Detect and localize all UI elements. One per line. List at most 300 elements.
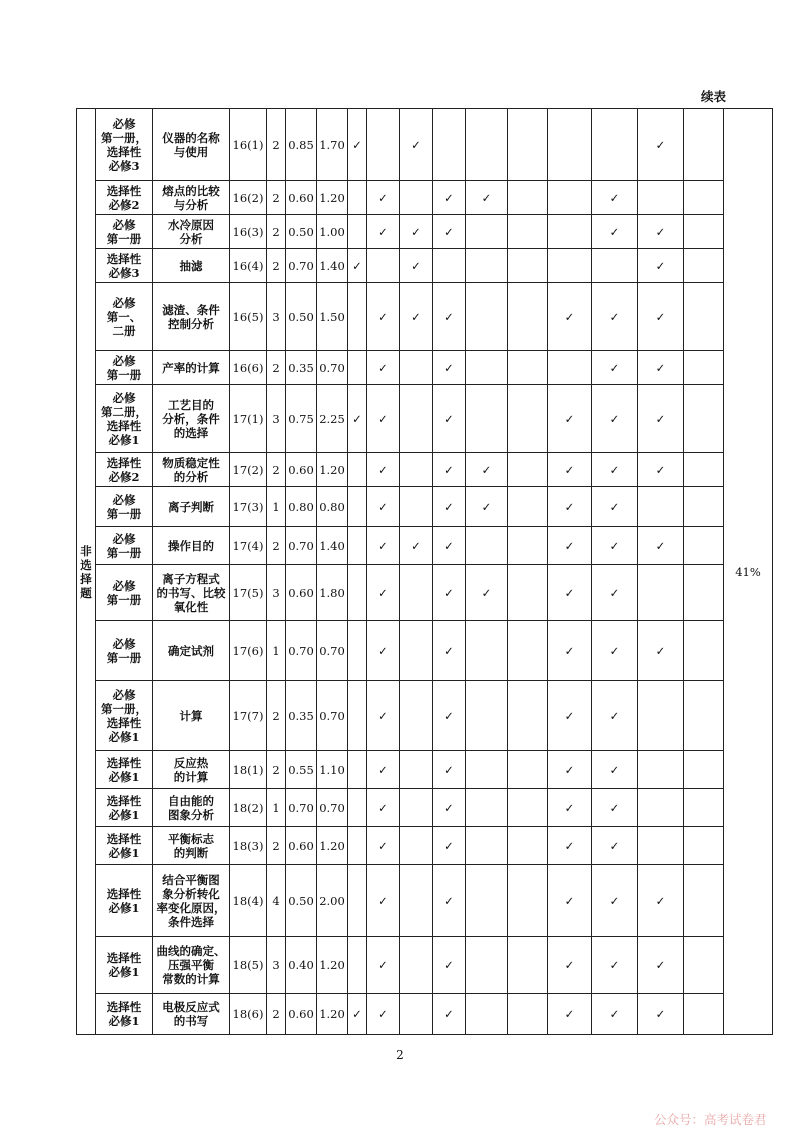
empty-cell: [508, 487, 548, 527]
empty-cell: [548, 215, 592, 249]
check-mark-icon: ✓: [433, 453, 466, 487]
check-mark-icon: ✓: [548, 621, 592, 681]
question-number-cell: 17(4): [230, 527, 267, 565]
score-cell: 2: [267, 453, 286, 487]
empty-cell: [466, 215, 508, 249]
check-mark-icon: ✓: [592, 865, 638, 937]
knowledge-point-cell: 滤渣、条件 控制分析: [153, 283, 230, 351]
check-mark-icon: ✓: [592, 827, 638, 865]
knowledge-point-cell: 离子方程式 的书写、比较 氧化性: [153, 565, 230, 621]
empty-cell: [400, 994, 433, 1035]
question-number-cell: 17(1): [230, 385, 267, 453]
empty-cell: [400, 789, 433, 827]
question-number-cell: 16(2): [230, 181, 267, 215]
page-number: 2: [396, 1048, 404, 1062]
expected-score-cell: 1.50: [317, 283, 348, 351]
question-number-cell: 18(1): [230, 751, 267, 789]
check-mark-icon: ✓: [592, 215, 638, 249]
difficulty-cell: 0.60: [286, 565, 317, 621]
question-number-cell: 16(1): [230, 109, 267, 181]
empty-cell: [348, 827, 367, 865]
check-mark-icon: ✓: [367, 487, 400, 527]
empty-cell: [684, 937, 724, 994]
empty-cell: [400, 827, 433, 865]
check-mark-icon: ✓: [433, 181, 466, 215]
check-mark-icon: ✓: [548, 865, 592, 937]
empty-cell: [348, 937, 367, 994]
empty-cell: [400, 621, 433, 681]
empty-cell: [508, 937, 548, 994]
empty-cell: [684, 215, 724, 249]
empty-cell: [348, 487, 367, 527]
question-number-cell: 18(2): [230, 789, 267, 827]
empty-cell: [684, 789, 724, 827]
table-row: [77, 351, 773, 385]
textbook-cell: 必修 第一册， 选择性 必修3: [96, 109, 153, 181]
textbook-cell: 必修 第一册: [96, 621, 153, 681]
check-mark-icon: ✓: [592, 751, 638, 789]
question-number-cell: 18(5): [230, 937, 267, 994]
check-mark-icon: ✓: [367, 527, 400, 565]
empty-cell: [400, 487, 433, 527]
check-mark-icon: ✓: [592, 681, 638, 751]
textbook-cell: 选择性 必修2: [96, 181, 153, 215]
check-mark-icon: ✓: [638, 994, 684, 1035]
empty-cell: [466, 937, 508, 994]
difficulty-cell: 0.85: [286, 109, 317, 181]
check-mark-icon: ✓: [548, 789, 592, 827]
check-mark-icon: ✓: [466, 181, 508, 215]
check-mark-icon: ✓: [638, 937, 684, 994]
check-mark-icon: ✓: [433, 527, 466, 565]
empty-cell: [508, 385, 548, 453]
empty-cell: [400, 351, 433, 385]
empty-cell: [684, 181, 724, 215]
table-row: [77, 621, 773, 681]
empty-cell: [508, 249, 548, 283]
score-cell: 4: [267, 865, 286, 937]
knowledge-point-cell: 水冷原因 分析: [153, 215, 230, 249]
check-mark-icon: ✓: [367, 453, 400, 487]
question-number-cell: 18(3): [230, 827, 267, 865]
difficulty-cell: 0.50: [286, 865, 317, 937]
check-mark-icon: ✓: [400, 215, 433, 249]
check-mark-icon: ✓: [433, 827, 466, 865]
score-cell: 3: [267, 565, 286, 621]
empty-cell: [348, 621, 367, 681]
textbook-cell: 必修 第一册: [96, 215, 153, 249]
expected-score-cell: 1.10: [317, 751, 348, 789]
empty-cell: [684, 249, 724, 283]
empty-cell: [348, 865, 367, 937]
empty-cell: [433, 249, 466, 283]
score-cell: 2: [267, 215, 286, 249]
check-mark-icon: ✓: [592, 527, 638, 565]
expected-score-cell: 1.20: [317, 181, 348, 215]
knowledge-point-cell: 平衡标志 的判断: [153, 827, 230, 865]
check-mark-icon: ✓: [638, 621, 684, 681]
empty-cell: [466, 109, 508, 181]
question-number-cell: 17(2): [230, 453, 267, 487]
check-mark-icon: ✓: [433, 283, 466, 351]
empty-cell: [508, 109, 548, 181]
empty-cell: [466, 751, 508, 789]
knowledge-point-cell: 产率的计算: [153, 351, 230, 385]
check-mark-icon: ✓: [592, 351, 638, 385]
empty-cell: [400, 937, 433, 994]
check-mark-icon: ✓: [592, 283, 638, 351]
empty-cell: [508, 751, 548, 789]
difficulty-cell: 0.70: [286, 527, 317, 565]
empty-cell: [508, 827, 548, 865]
empty-cell: [638, 789, 684, 827]
empty-cell: [638, 565, 684, 621]
check-mark-icon: ✓: [638, 215, 684, 249]
textbook-cell: 必修 第一册: [96, 351, 153, 385]
check-mark-icon: ✓: [592, 385, 638, 453]
question-number-cell: 18(6): [230, 994, 267, 1035]
textbook-cell: 选择性 必修1: [96, 865, 153, 937]
exam-analysis-table: [76, 108, 773, 1035]
empty-cell: [348, 351, 367, 385]
expected-score-cell: 2.25: [317, 385, 348, 453]
empty-cell: [684, 865, 724, 937]
table-row: [77, 865, 773, 937]
check-mark-icon: ✓: [592, 487, 638, 527]
empty-cell: [508, 215, 548, 249]
check-mark-icon: ✓: [367, 351, 400, 385]
check-mark-icon: ✓: [433, 487, 466, 527]
check-mark-icon: ✓: [367, 827, 400, 865]
check-mark-icon: ✓: [548, 937, 592, 994]
check-mark-icon: ✓: [367, 283, 400, 351]
score-ratio: 41%: [724, 109, 773, 1035]
empty-cell: [466, 994, 508, 1035]
table-row: [77, 215, 773, 249]
empty-cell: [466, 681, 508, 751]
empty-cell: [508, 565, 548, 621]
score-cell: 3: [267, 937, 286, 994]
check-mark-icon: ✓: [548, 751, 592, 789]
check-mark-icon: ✓: [367, 789, 400, 827]
check-mark-icon: ✓: [592, 181, 638, 215]
score-cell: 2: [267, 181, 286, 215]
question-number-cell: 16(5): [230, 283, 267, 351]
empty-cell: [466, 351, 508, 385]
empty-cell: [466, 827, 508, 865]
empty-cell: [433, 109, 466, 181]
check-mark-icon: ✓: [433, 215, 466, 249]
score-cell: 2: [267, 109, 286, 181]
empty-cell: [508, 681, 548, 751]
check-mark-icon: ✓: [400, 283, 433, 351]
empty-cell: [508, 865, 548, 937]
check-mark-icon: ✓: [433, 565, 466, 621]
check-mark-icon: ✓: [548, 565, 592, 621]
check-mark-icon: ✓: [367, 385, 400, 453]
check-mark-icon: ✓: [433, 385, 466, 453]
knowledge-point-cell: 抽滤: [153, 249, 230, 283]
check-mark-icon: ✓: [638, 865, 684, 937]
expected-score-cell: 1.00: [317, 215, 348, 249]
expected-score-cell: 1.80: [317, 565, 348, 621]
empty-cell: [466, 621, 508, 681]
check-mark-icon: ✓: [400, 249, 433, 283]
score-cell: 3: [267, 283, 286, 351]
expected-score-cell: 1.20: [317, 827, 348, 865]
textbook-cell: 必修 第一册: [96, 487, 153, 527]
empty-cell: [400, 681, 433, 751]
check-mark-icon: ✓: [367, 621, 400, 681]
score-cell: 3: [267, 385, 286, 453]
check-mark-icon: ✓: [548, 385, 592, 453]
empty-cell: [348, 565, 367, 621]
question-number-cell: 16(3): [230, 215, 267, 249]
check-mark-icon: ✓: [348, 249, 367, 283]
textbook-cell: 选择性 必修1: [96, 789, 153, 827]
check-mark-icon: ✓: [592, 937, 638, 994]
check-mark-icon: ✓: [433, 994, 466, 1035]
check-mark-icon: ✓: [433, 681, 466, 751]
check-mark-icon: ✓: [638, 385, 684, 453]
check-mark-icon: ✓: [433, 621, 466, 681]
textbook-cell: 选择性 必修2: [96, 453, 153, 487]
empty-cell: [684, 827, 724, 865]
check-mark-icon: ✓: [592, 789, 638, 827]
difficulty-cell: 0.60: [286, 453, 317, 487]
empty-cell: [684, 283, 724, 351]
empty-cell: [638, 827, 684, 865]
empty-cell: [684, 351, 724, 385]
check-mark-icon: ✓: [367, 994, 400, 1035]
empty-cell: [638, 681, 684, 751]
empty-cell: [400, 865, 433, 937]
check-mark-icon: ✓: [367, 937, 400, 994]
empty-cell: [684, 527, 724, 565]
knowledge-point-cell: 熔点的比较 与分析: [153, 181, 230, 215]
question-category: 非选择题: [77, 109, 96, 1035]
empty-cell: [684, 621, 724, 681]
table-row: [77, 109, 773, 181]
empty-cell: [348, 527, 367, 565]
score-cell: 2: [267, 827, 286, 865]
score-cell: 2: [267, 249, 286, 283]
empty-cell: [508, 283, 548, 351]
empty-cell: [508, 351, 548, 385]
expected-score-cell: 1.20: [317, 937, 348, 994]
check-mark-icon: ✓: [367, 751, 400, 789]
empty-cell: [348, 283, 367, 351]
check-mark-icon: ✓: [638, 527, 684, 565]
check-mark-icon: ✓: [348, 109, 367, 181]
expected-score-cell: 1.70: [317, 109, 348, 181]
check-mark-icon: ✓: [348, 385, 367, 453]
knowledge-point-cell: 电极反应式 的书写: [153, 994, 230, 1035]
empty-cell: [367, 109, 400, 181]
check-mark-icon: ✓: [367, 681, 400, 751]
check-mark-icon: ✓: [638, 453, 684, 487]
check-mark-icon: ✓: [367, 215, 400, 249]
difficulty-cell: 0.60: [286, 994, 317, 1035]
table-row: [77, 181, 773, 215]
check-mark-icon: ✓: [638, 249, 684, 283]
score-cell: 2: [267, 681, 286, 751]
knowledge-point-cell: 曲线的确定、 压强平衡 常数的计算: [153, 937, 230, 994]
knowledge-point-cell: 结合平衡图 象分析转化 率变化原因， 条件选择: [153, 865, 230, 937]
textbook-cell: 选择性 必修1: [96, 994, 153, 1035]
textbook-cell: 选择性 必修1: [96, 827, 153, 865]
difficulty-cell: 0.50: [286, 215, 317, 249]
empty-cell: [638, 181, 684, 215]
check-mark-icon: ✓: [466, 565, 508, 621]
question-number-cell: 16(4): [230, 249, 267, 283]
empty-cell: [348, 215, 367, 249]
check-mark-icon: ✓: [548, 527, 592, 565]
empty-cell: [548, 351, 592, 385]
difficulty-cell: 0.35: [286, 681, 317, 751]
check-mark-icon: ✓: [466, 487, 508, 527]
knowledge-point-cell: 确定试剂: [153, 621, 230, 681]
textbook-cell: 必修 第二册， 选择性 必修1: [96, 385, 153, 453]
empty-cell: [684, 681, 724, 751]
empty-cell: [638, 751, 684, 789]
check-mark-icon: ✓: [592, 621, 638, 681]
table-row: [77, 937, 773, 994]
knowledge-point-cell: 操作目的: [153, 527, 230, 565]
table-row: [77, 681, 773, 751]
check-mark-icon: ✓: [548, 453, 592, 487]
check-mark-icon: ✓: [433, 937, 466, 994]
difficulty-cell: 0.50: [286, 283, 317, 351]
score-cell: 2: [267, 527, 286, 565]
empty-cell: [466, 283, 508, 351]
empty-cell: [400, 385, 433, 453]
table-body: [77, 109, 773, 1035]
empty-cell: [508, 181, 548, 215]
difficulty-cell: 0.60: [286, 181, 317, 215]
empty-cell: [508, 453, 548, 487]
textbook-cell: 选择性 必修1: [96, 751, 153, 789]
empty-cell: [400, 565, 433, 621]
table-row: [77, 249, 773, 283]
empty-cell: [548, 109, 592, 181]
check-mark-icon: ✓: [548, 681, 592, 751]
empty-cell: [400, 453, 433, 487]
knowledge-point-cell: 离子判断: [153, 487, 230, 527]
difficulty-cell: 0.40: [286, 937, 317, 994]
difficulty-cell: 0.70: [286, 789, 317, 827]
empty-cell: [592, 249, 638, 283]
difficulty-cell: 0.80: [286, 487, 317, 527]
difficulty-cell: 0.70: [286, 621, 317, 681]
empty-cell: [466, 385, 508, 453]
check-mark-icon: ✓: [433, 751, 466, 789]
check-mark-icon: ✓: [548, 827, 592, 865]
expected-score-cell: 1.20: [317, 453, 348, 487]
empty-cell: [684, 453, 724, 487]
table-row: [77, 487, 773, 527]
table-row: [77, 789, 773, 827]
check-mark-icon: ✓: [367, 565, 400, 621]
knowledge-point-cell: 工艺目的 分析，条件 的选择: [153, 385, 230, 453]
check-mark-icon: ✓: [592, 994, 638, 1035]
score-cell: 2: [267, 994, 286, 1035]
table-row: [77, 385, 773, 453]
table-row: [77, 527, 773, 565]
table-row: [77, 565, 773, 621]
empty-cell: [508, 527, 548, 565]
check-mark-icon: ✓: [548, 487, 592, 527]
empty-cell: [400, 181, 433, 215]
check-mark-icon: ✓: [592, 453, 638, 487]
expected-score-cell: 0.70: [317, 621, 348, 681]
expected-score-cell: 1.40: [317, 527, 348, 565]
expected-score-cell: 0.80: [317, 487, 348, 527]
textbook-cell: 必修 第一册， 选择性 必修1: [96, 681, 153, 751]
empty-cell: [367, 249, 400, 283]
empty-cell: [548, 181, 592, 215]
knowledge-point-cell: 计算: [153, 681, 230, 751]
check-mark-icon: ✓: [433, 351, 466, 385]
empty-cell: [684, 109, 724, 181]
check-mark-icon: ✓: [433, 789, 466, 827]
check-mark-icon: ✓: [548, 994, 592, 1035]
empty-cell: [684, 751, 724, 789]
textbook-cell: 必修 第一、 二册: [96, 283, 153, 351]
knowledge-point-cell: 物质稳定性 的分析: [153, 453, 230, 487]
expected-score-cell: 0.70: [317, 351, 348, 385]
empty-cell: [684, 385, 724, 453]
check-mark-icon: ✓: [466, 453, 508, 487]
empty-cell: [348, 453, 367, 487]
question-number-cell: 17(7): [230, 681, 267, 751]
textbook-cell: 选择性 必修3: [96, 249, 153, 283]
check-mark-icon: ✓: [367, 865, 400, 937]
question-number-cell: 18(4): [230, 865, 267, 937]
empty-cell: [508, 789, 548, 827]
empty-cell: [638, 487, 684, 527]
table-row: [77, 994, 773, 1035]
empty-cell: [466, 789, 508, 827]
empty-cell: [466, 865, 508, 937]
empty-cell: [684, 487, 724, 527]
empty-cell: [348, 681, 367, 751]
empty-cell: [684, 565, 724, 621]
textbook-cell: 选择性 必修1: [96, 937, 153, 994]
expected-score-cell: 1.20: [317, 994, 348, 1035]
difficulty-cell: 0.55: [286, 751, 317, 789]
score-cell: 1: [267, 789, 286, 827]
table-row: [77, 283, 773, 351]
check-mark-icon: ✓: [638, 283, 684, 351]
empty-cell: [400, 751, 433, 789]
check-mark-icon: ✓: [592, 565, 638, 621]
check-mark-icon: ✓: [638, 109, 684, 181]
expected-score-cell: 2.00: [317, 865, 348, 937]
difficulty-cell: 0.75: [286, 385, 317, 453]
empty-cell: [466, 527, 508, 565]
check-mark-icon: ✓: [400, 527, 433, 565]
score-cell: 2: [267, 351, 286, 385]
expected-score-cell: 1.40: [317, 249, 348, 283]
empty-cell: [508, 621, 548, 681]
check-mark-icon: ✓: [433, 865, 466, 937]
score-cell: 2: [267, 751, 286, 789]
empty-cell: [348, 181, 367, 215]
difficulty-cell: 0.60: [286, 827, 317, 865]
knowledge-point-cell: 仪器的名称 与使用: [153, 109, 230, 181]
empty-cell: [548, 249, 592, 283]
